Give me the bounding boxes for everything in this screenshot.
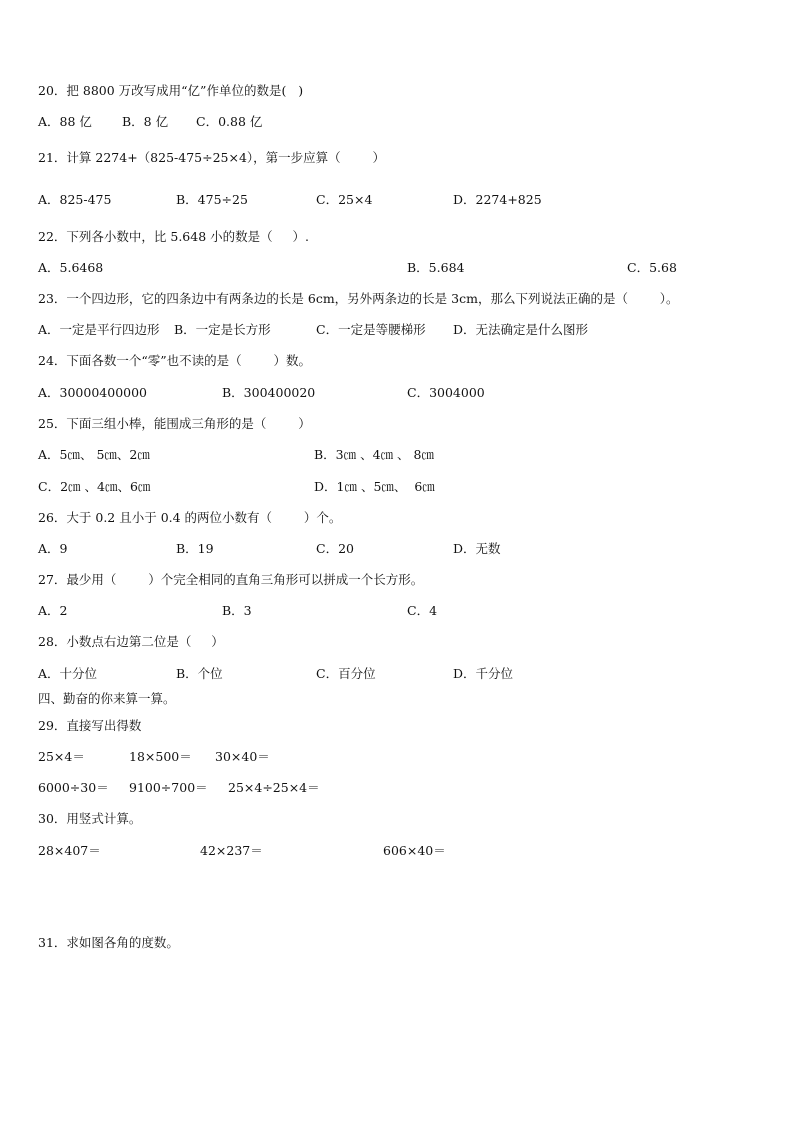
option-c: C．5.68 xyxy=(627,260,677,275)
option-d: D．2274+825 xyxy=(453,192,542,207)
option-c: C．25×4 xyxy=(316,192,373,207)
question-25: 25．下面三组小棒，能围成三角形的是（ ） xyxy=(38,416,311,431)
option-a: A．5.6468 xyxy=(38,260,104,275)
question-23: 23．一个四边形，它的四条边中有两条边的长是 6cm，另外两条边的长是 3cm，那么下列说法正确的是（ ）。 xyxy=(38,291,679,306)
question-29: 29．直接写出得数 xyxy=(38,718,142,733)
option-b: B．3㎝ 、4㎝ 、 8㎝ xyxy=(314,447,434,462)
option-b: B．3 xyxy=(222,603,252,618)
option-b: B．5.684 xyxy=(407,260,465,275)
calc-item: 25×4÷25×4＝ xyxy=(228,780,320,795)
option-a: A．30000400000 xyxy=(38,385,148,400)
option-a: A．9 xyxy=(38,541,68,556)
option-b: B．8 亿 xyxy=(122,114,169,129)
option-d: D．千分位 xyxy=(453,666,514,681)
option-b: B．19 xyxy=(176,541,214,556)
option-c: C．3004000 xyxy=(407,385,485,400)
option-c: C．一定是等腰梯形 xyxy=(316,322,426,337)
option-a: A．825-475 xyxy=(38,192,112,207)
question-20: 20．把 8800 万改写成用“亿”作单位的数是( ) xyxy=(38,83,304,98)
question-31: 31．求如图各角的度数。 xyxy=(38,935,179,950)
option-a: A．一定是平行四边形 xyxy=(38,322,160,337)
option-b: B．个位 xyxy=(176,666,223,681)
option-d: D．无法确定是什么图形 xyxy=(453,322,589,337)
question-21: 21．计算 2274+（825-475÷25×4），第一步应算（ ） xyxy=(38,150,385,165)
option-a: A．2 xyxy=(38,603,68,618)
option-c: C．0.88 亿 xyxy=(196,114,263,129)
question-22: 22．下列各小数中，比 5.648 小的数是（ ）. xyxy=(38,229,309,244)
option-c: C．2㎝ 、4㎝、6㎝ xyxy=(38,479,151,494)
calc-item: 30×40＝ xyxy=(215,749,270,764)
calc-item: 42×237＝ xyxy=(200,843,263,858)
option-a: A．十分位 xyxy=(38,666,98,681)
option-d: D．1㎝ 、5㎝、 6㎝ xyxy=(314,479,435,494)
question-28: 28．小数点右边第二位是（ ） xyxy=(38,634,224,649)
question-30: 30．用竖式计算。 xyxy=(38,811,142,826)
option-a: A．5㎝、 5㎝、2㎝ xyxy=(38,447,150,462)
question-24: 24．下面各数一个“零”也不读的是（ ）数。 xyxy=(38,353,311,368)
option-c: C．20 xyxy=(316,541,354,556)
calc-item: 9100÷700＝ xyxy=(129,780,208,795)
option-b: B．475÷25 xyxy=(176,192,248,207)
option-a: A．88 亿 xyxy=(38,114,92,129)
option-c: C．百分位 xyxy=(316,666,376,681)
question-27: 27．最少用（ ）个完全相同的直角三角形可以拼成一个长方形。 xyxy=(38,572,424,587)
option-b: B．300400020 xyxy=(222,385,316,400)
option-c: C．4 xyxy=(407,603,438,618)
calc-item: 28×407＝ xyxy=(38,843,101,858)
calc-item: 25×4＝ xyxy=(38,749,85,764)
section-heading: 四、勤奋的你来算一算。 xyxy=(38,691,176,706)
calc-item: 6000÷30＝ xyxy=(38,780,109,795)
question-26: 26．大于 0.2 且小于 0.4 的两位小数有（ ）个。 xyxy=(38,510,342,525)
calc-item: 606×40＝ xyxy=(383,843,446,858)
option-d: D．无数 xyxy=(453,541,501,556)
option-b: B．一定是长方形 xyxy=(174,322,271,337)
calc-item: 18×500＝ xyxy=(129,749,192,764)
